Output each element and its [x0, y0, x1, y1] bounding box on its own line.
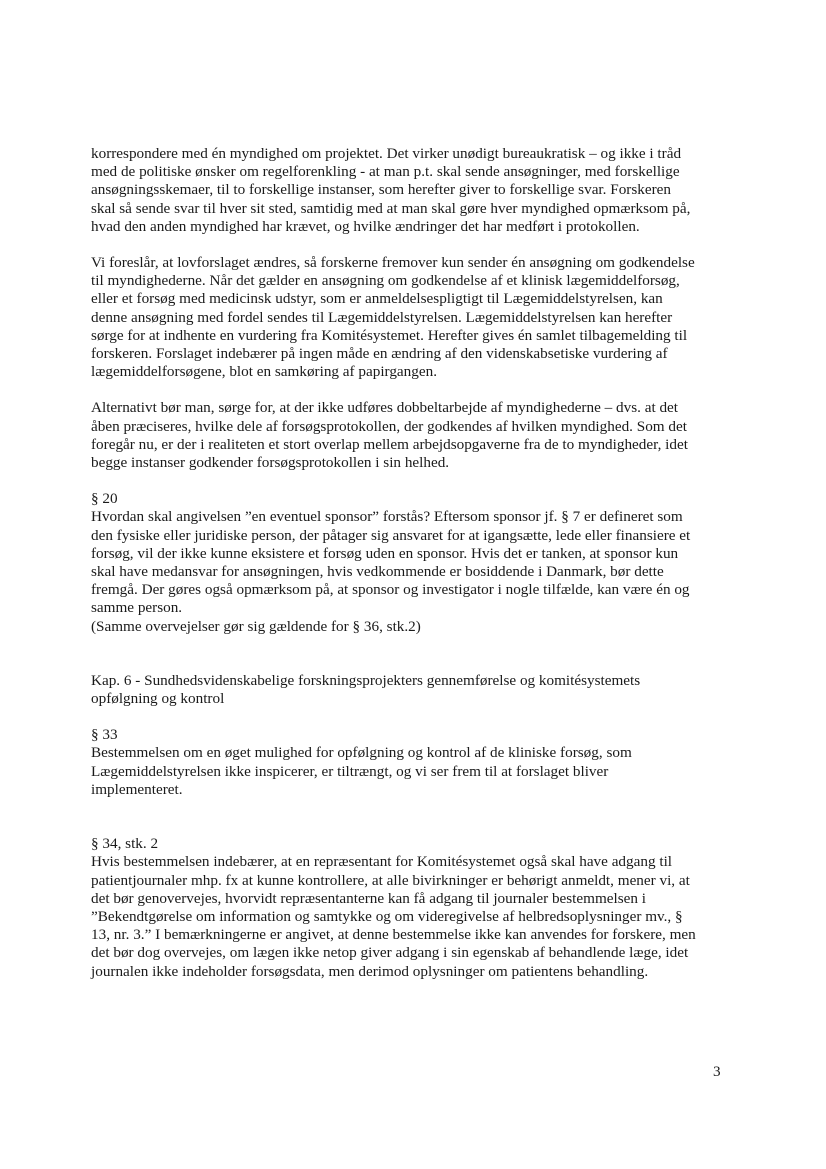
- paragraph-proposal: [91, 254, 731, 381]
- section-34-stk-2: [91, 835, 731, 981]
- text-line: patientjournaler mhp. fx at kunne kontrollere, at alle bivirkninger er behørigt anmeldt, mener vi, at: [91, 871, 690, 889]
- section-33: [91, 726, 731, 799]
- text-line: til myndighederne. Når det gælder en ansøgning om godkendelse af et klinisk lægemiddelforsøg,: [91, 272, 680, 290]
- text-line: Lægemiddelstyrelsen ikke inspicerer, er tiltrængt, og vi ser frem til at forslaget bliver: [91, 762, 609, 780]
- text-line: samme person.: [91, 599, 183, 617]
- paragraph-spacer: [91, 236, 731, 254]
- text-line: det bør genovervejes, hvorvidt repræsentanterne kan få adgang til journaler bestemmelsen i: [91, 889, 646, 907]
- text-line: skal så sende svar til hver sit sted, samtidig med at man skal gøre hver myndighed opmærksom på,: [91, 199, 691, 217]
- text-line: journalen ikke indeholder forsøgsdata, men derimod oplysninger om patientens behandling.: [91, 962, 649, 980]
- paragraph-spacer: [91, 799, 731, 835]
- text-line: forskeren. Forslaget indebærer på ingen måde en ændring af den videnskabsetiske vurdering af: [91, 345, 668, 363]
- paragraph-spacer: [91, 381, 731, 399]
- text-line: (Samme overvejelser gør sig gældende for § 36, stk.2): [91, 617, 421, 635]
- text-line: med de politiske ønsker om regelforenkling - at man p.t. skal sende ansøgninger, med forskellige: [91, 163, 680, 181]
- section-20: [91, 490, 731, 636]
- text-line: implementeret.: [91, 780, 183, 798]
- text-line: Hvis bestemmelsen indebærer, at en repræsentant for Komitésystemet også skal have adgang til: [91, 853, 673, 871]
- text-line: fremgå. Der gøres også opmærksom på, at sponsor og investigator i nogle tilfælde, kan være én og: [91, 581, 690, 599]
- text-line: den fysiske eller juridiske person, der påtager sig ansvaret for at igangsætte, lede eller finansiere et: [91, 526, 691, 544]
- paragraph-spacer: [91, 636, 731, 672]
- text-line: Vi foreslår, at lovforslaget ændres, så forskerne fremover kun sender én ansøgning om godkendelse: [91, 254, 695, 272]
- section-heading: § 34, stk. 2: [91, 835, 159, 853]
- text-line: 13, nr. 3.” I bemærkningerne er angivet, at denne bestemmelse ikke kan anvendes for forskere, men: [91, 926, 696, 944]
- text-line: åben præciseres, hvilke dele af forsøgsprotokollen, der godkendes af hvilken myndighed. Som det: [91, 417, 687, 435]
- section-heading: § 33: [91, 726, 118, 744]
- section-heading: § 20: [91, 490, 118, 508]
- chapter-6-heading: [91, 672, 731, 708]
- text-line: denne ansøgning med fordel sendes til Lægemiddelstyrelsen. Lægemiddelstyrelsen kan herefter: [91, 308, 673, 326]
- text-line: foregår nu, er der i realiteten et stort overlap mellem arbejdsopgaverne fra de to myndigheder, idet: [91, 435, 688, 453]
- paragraph-spacer: [91, 708, 731, 726]
- text-line: eller et forsøg med medicinsk udstyr, som er anmeldelsespligtigt til Lægemiddelstyrelsen, kan: [91, 290, 663, 308]
- text-line: begge instanser godkender forsøgsprotokollen i sin helhed.: [91, 454, 450, 472]
- text-line: Bestemmelsen om en øget mulighed for opfølgning og kontrol af de kliniske forsøg, som: [91, 744, 632, 762]
- text-line: hvad den anden myndighed har krævet, og hvilke ændringer det har medført i protokollen.: [91, 217, 640, 235]
- text-line: lægemiddelforsøgene, blot en samkøring af papirgangen.: [91, 363, 437, 381]
- text-line: sørge for at indhente en vurdering fra Komitésystemet. Herefter gives én samlet tilbagemelding til: [91, 326, 688, 344]
- page-number: 3: [713, 1063, 721, 1080]
- text-line: ansøgningsskemaer, til to forskellige instanser, som herefter giver to forskellige svar. Forskeren: [91, 181, 671, 199]
- chapter-title: Kap. 6 - Sundhedsvidenskabelige forskningsprojekters gennemførelse og komitésystemets: [91, 671, 641, 689]
- paragraph-alternative: [91, 399, 731, 472]
- text-line: Hvordan skal angivelsen ”en eventuel sponsor” forstås? Eftersom sponsor jf. § 7 er defineret som: [91, 508, 683, 526]
- text-line: Alternativt bør man, sørge for, at der ikke udføres dobbeltarbejde af myndighederne – dvs. at det: [91, 399, 679, 417]
- text-line: ”Bekendtgørelse om information og samtykke og om videregivelse af helbredsoplysninger mv., §: [91, 907, 683, 925]
- text-line: det bør dog overvejes, om lægen ikke netop giver adgang i sin egenskab af behandlende læge, idet: [91, 944, 689, 962]
- document-body: [91, 145, 731, 981]
- chapter-title: opfølgning og kontrol: [91, 690, 225, 708]
- text-line: forsøg, vil der ikke kunne eksistere et forsøg uden en sponsor. Hvis det er tanken, at sponsor kun: [91, 544, 679, 562]
- paragraph-spacer: [91, 472, 731, 490]
- text-line: korrespondere med én myndighed om projektet. Det virker unødigt bureaukratisk – og ikke i tråd: [91, 145, 682, 162]
- text-line: skal have medansvar for ansøgningen, hvis vedkommende er bosiddende i Danmark, bør dette: [91, 563, 664, 581]
- paragraph-intro: [91, 145, 731, 236]
